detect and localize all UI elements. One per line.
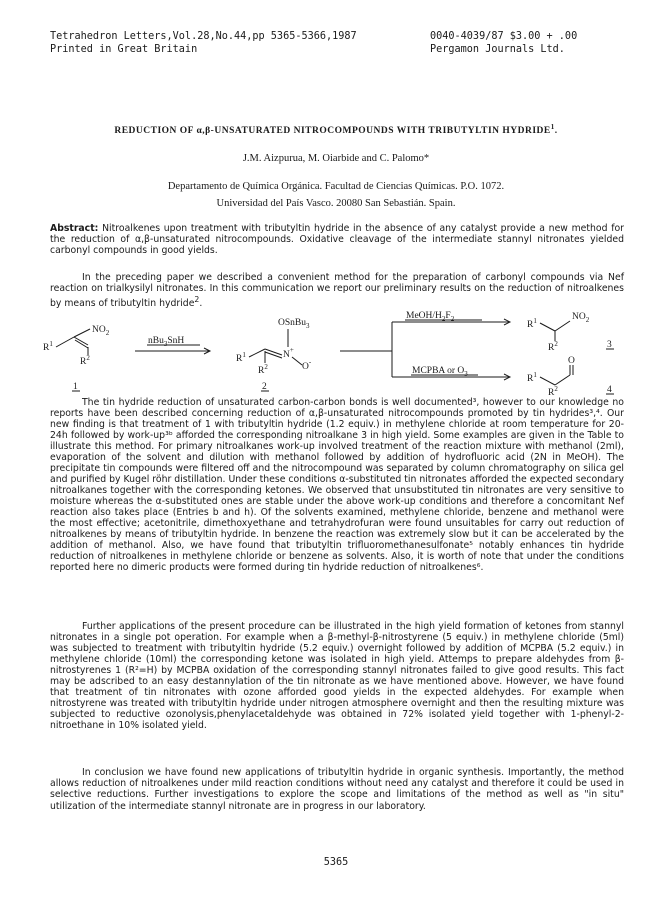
scheme-nitro-1: $NO_2$ (92, 325, 110, 337)
reagent-bottom: MCPBA or $O_3$ (412, 366, 468, 378)
journal-line-2: Printed in Great Britain (50, 43, 198, 55)
conclusion-paragraph: In conclusion we have found new applications of tributyltin hydride in organic synthesis. Importantly, the method allows reduction of nitroalkenes under mild reaction conditions without need any catalyst and therefore it could be used in selective reductions. Further investigations to explore the scope and limitations of the method as well as "in situ" utilization of the intermediate stannyl nitronate are in progress in our laboratory. (50, 767, 624, 812)
reagent-top: MeOH/$H_2F_2$ (406, 311, 455, 323)
page-number: 5365 (323, 857, 349, 868)
compound-number-3: 3 (607, 340, 612, 350)
bond-line (74, 329, 90, 337)
reagent-label: nBu$_3$SnH (148, 336, 185, 348)
bond-line (265, 352, 282, 358)
scheme-r2-label-4: $R^2$ (548, 385, 558, 395)
bond-line (540, 377, 555, 385)
scheme-r2-label-2: $R^2$ (258, 363, 268, 376)
scheme-r1-label: $R^1$ (527, 371, 537, 384)
scheme-stannyl: OSnBu$_3$ (278, 318, 310, 330)
scheme-r2-label-1: $R^2$ (80, 354, 90, 367)
results-paragraph: The tin hydride reduction of unsaturated carbon-carbon bonds is well documented³, however to our knowledge no reports have been described concerning reduction of α,β-unsaturated nitrocompounds promoted by tin hydrides³,⁴. Our new finding is that treatment of 1 with tributyltin hydride (1.2 equiv.) in methylene chloride at room temperature for 20-24h followed by work-up³ᵇ afforded the corresponding nitroalkane 3 in high yield. Some examples are given in the Table to illustrate this method. For primary nitroalkanes work-up involved treatment of the reaction mixture with methanol (2ml), evaporation of the solvent and dilution with methanol followed by addition of hydrofluoric acid (2N in MeOH). The precipitate tin compounds were filtered off and the nitrocompound was separated by column chromatography on silica gel and purified by Kugel röhr distillation. Under these conditions α-substituted tin nitronates afforded the expected secondary nitroalkanes together with the corresponding ketones. We observed that unsubstituted tin nitronates are very sensitive to moisture whereas the α-substituted ones are stable under the above work-up conditions and therefore a concomitant Nef reaction also takes place (Entries b and h). Of the solvents examined, methylene chloride, benzene and methanol were the most effective; acetonitrile, dimethoxyethane and tetrahydrofuran were found unsuitables for carry out reduction of nitroalkenes by means of tributyltin hydride. In benzene the reaction was extremely slow but it can be accelerated by the addition of methanol. Also, we have found that tributyltin trifluoromethanesulfonate⁵ notably enhances tin hydride reduction of nitroalkenes in methylene chloride or benzene as solvents. Also, it is worth of note that under the conditions reported here no dimeric products were formed during tin hydride reduction of nitroalkenes⁶. (50, 397, 624, 573)
scheme-nitro-3: $NO_2$ (572, 312, 590, 324)
scheme-ominus: O- (302, 358, 312, 372)
journal-citation (50, 31, 357, 56)
bond-line (265, 349, 282, 355)
bond-line (540, 323, 555, 331)
author-list: J.M. Aizpurua, M. Oiarbide and C. Palomo* (242, 153, 430, 164)
journal-line-1: Tetrahedron Letters,Vol.28,No.44,pp 5365-5366,1987 (50, 31, 357, 42)
scheme-nplus: N+ (283, 346, 294, 360)
reaction-scheme (40, 305, 640, 395)
compound-number-4: 4 (607, 385, 612, 395)
publisher-line: Pergamon Journals Ltd. (430, 43, 565, 55)
intro-paragraph: In the preceding paper we described a convenient method for the preparation of carbonyl compounds via Nef reaction on trialkysilyl nitronates. In this communication we report our preliminary results on the reduction of nitroalkenes by means of tributyltin hydride$^2$. (50, 272, 624, 310)
scheme-r1-label: $R^1$ (236, 351, 246, 364)
bond-line (249, 349, 265, 357)
bond-line (292, 357, 302, 365)
compound-number-1: 1 (73, 382, 78, 392)
price-block (430, 31, 577, 56)
bond-line (555, 375, 570, 385)
abstract-text: Nitroalkenes upon treatment with tributyltin hydride in the absence of any catalyst provide a new method for the reduction of α,β-unsaturated nitrocompounds. Oxidative cleavage of the intermediate stannyl nitronates yielded carbonyl compounds in good yields. (50, 223, 624, 257)
scheme-r1-label: $R^1$ (43, 340, 53, 353)
bond-line (56, 337, 74, 347)
article-title-text: REDUCTION OF α,β-UNSATURATED NITROCOMPOUNDS WITH TRIBUTYLTIN HYDRIDE (114, 126, 551, 137)
abstract-label: Abstract: (50, 223, 99, 234)
applications-paragraph: Further applications of the present procedure can be illustrated in the high yield formation of ketones from stannyl nitronates in a single pot operation. For example when a β-methyl-β-nitrostyrene (5 equiv.) in methylene chloride (5ml) was subjected to treatment with tributyltin hydride (5.2 equiv.) overnight followed by addition of MCPBA (5.2 equiv.) in methylene chloride (10ml) the corresponding ketone was isolated in high yield. Attemps to prepare aldehydes from β-nitrostyrenes 1 (R²=H) by MCPBA oxidation of the corresponding stannyl nitronates failed to give good results. This fact may be adscribed to an easy destannylation of the tin nitronate as we have mentioned above. However, we have found that treatment of tin nitronates with ozone afforded good yields in the expected aldehydes. For example when nitrostyrene was treated with tributyltin hydride under nitrogen atmosphere overnight and then the resulting mixture was subjected to reductive ozonolysis,phenylacetaldehyde was obtained in 72% isolated yield together with 1-phenyl-2-nitroethane in 10% isolated yield. (50, 621, 624, 731)
bond-line (555, 321, 570, 331)
intro-reference: 2 (194, 295, 200, 305)
scheme-r2-label-3: $R^2$ (548, 340, 558, 353)
scheme-r1-label: $R^1$ (527, 317, 537, 330)
intro-text: In the preceding paper we described a convenient method for the preparation of carbonyl compounds via Nef reaction on trialkysilyl nitronates. In this communication we report our preliminary results on the reduction of nitroalkenes by means of tributyltin hydride (50, 272, 624, 310)
scheme-carbonyl-o: O (568, 356, 575, 366)
compound-number-2: 2 (262, 382, 267, 392)
article-title: REDUCTION OF α,β-UNSATURATED NITROCOMPOUNDS WITH TRIBUTYLTIN HYDRIDE$^1$. (114, 123, 558, 137)
title-reference: 1 (550, 123, 555, 131)
price-line-1: 0040-4039/87 $3.00 + .00 (430, 31, 578, 42)
abstract (50, 223, 624, 257)
affiliation (0, 179, 672, 212)
affiliation-line-2: Universidad del País Vasco. 20080 San Sebastián. Spain. (216, 197, 456, 209)
affiliation-line-1: Departamento de Química Orgánica. Facultad de Ciencias Químicas. P.O. 1072. (167, 181, 505, 192)
